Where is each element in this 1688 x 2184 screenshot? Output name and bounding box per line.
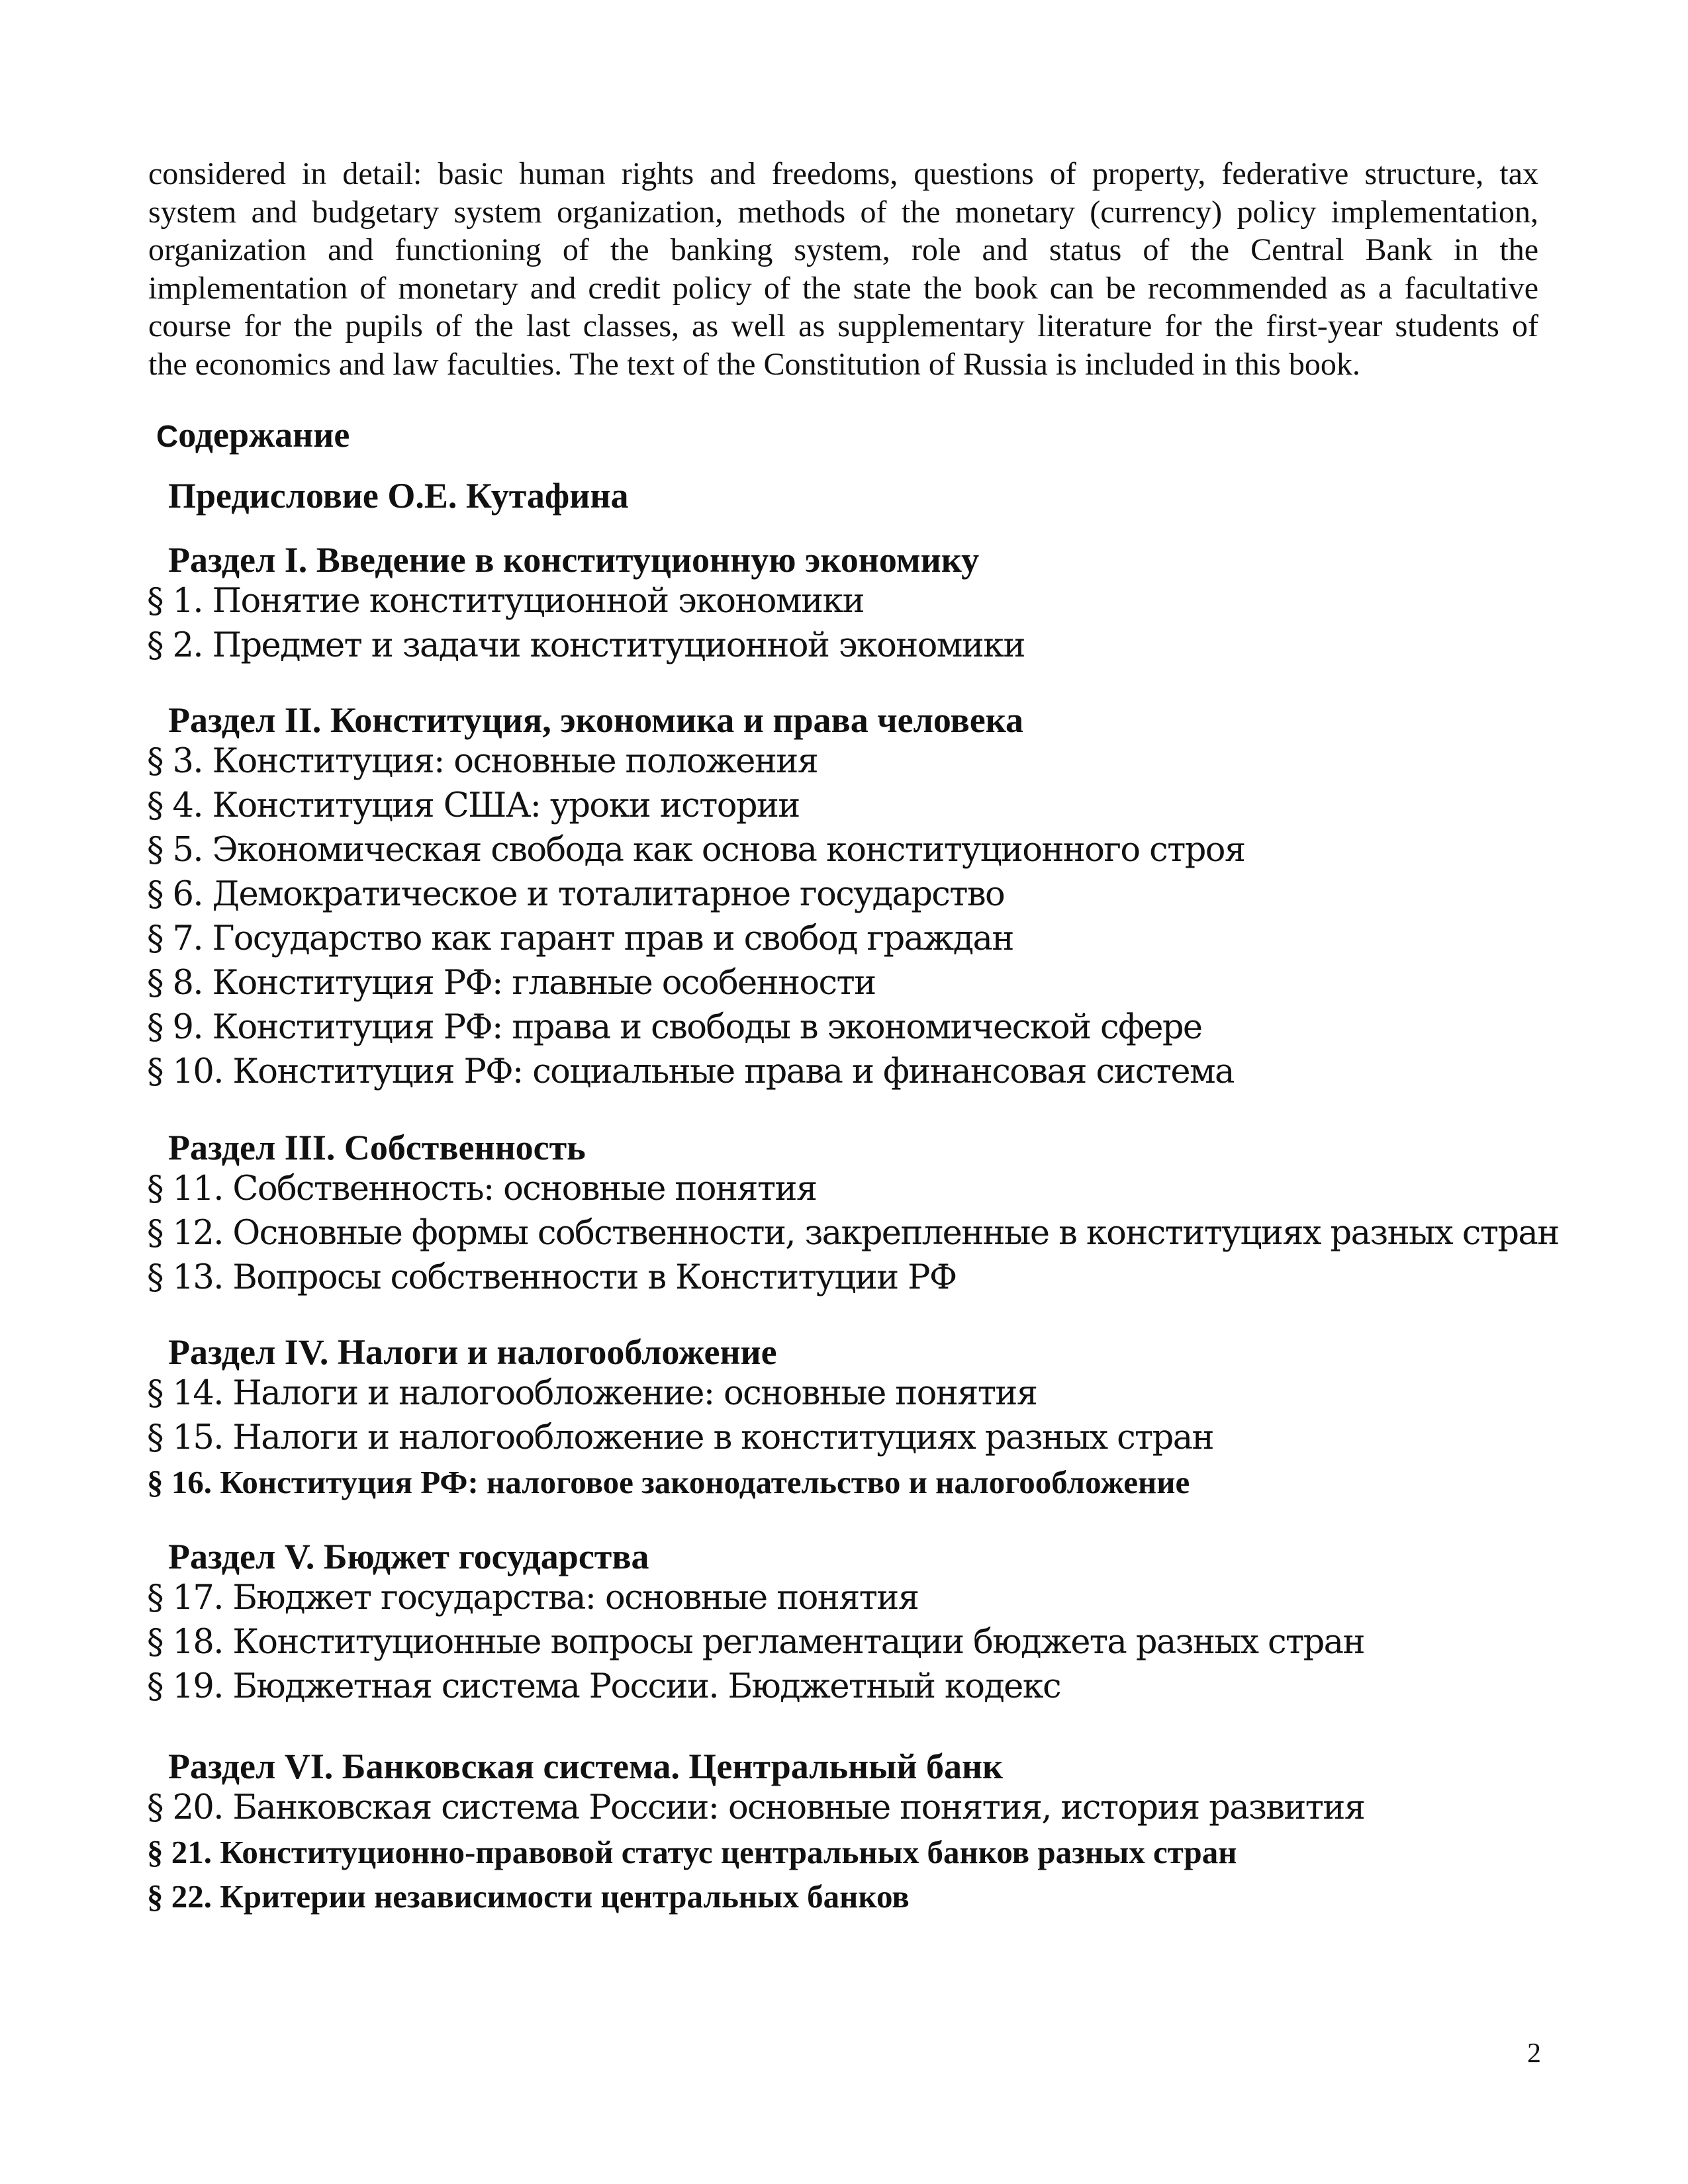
section-title: Раздел III. Собственность xyxy=(168,1128,586,1167)
section-items xyxy=(147,579,1603,668)
toc-item: § 8. Конституция РФ: главные особенности xyxy=(147,964,876,1003)
toc-item: § 14. Налоги и налогообложение: основные понятия xyxy=(147,1374,1037,1413)
section-items xyxy=(147,1576,1603,1709)
toc-section-5 xyxy=(147,1539,1603,1709)
toc-section-1 xyxy=(147,542,1603,668)
toc-heading-initial: С xyxy=(156,419,179,453)
toc-section-2 xyxy=(147,702,1603,1094)
toc-item: § 7. Государство как гарант прав и свобод граждан xyxy=(147,919,1013,958)
intro-line: implementation of monetary and credit policy of the state the book can be recommended as a facultative xyxy=(148,270,1538,306)
toc-item: § 2. Предмет и задачи конституционной экономики xyxy=(147,626,1025,665)
toc-item: § 19. Бюджетная система России. Бюджетный кодекс xyxy=(147,1667,1060,1706)
toc-item: § 10. Конституция РФ: социальные права и финансовая система xyxy=(147,1052,1234,1091)
toc-section-6 xyxy=(147,1749,1603,1919)
section-items xyxy=(147,1786,1603,1919)
toc-item: § 18. Конституционные вопросы регламентации бюджета разных стран xyxy=(147,1623,1364,1662)
toc-item: § 22. Критерии независимости центральных банков xyxy=(147,1878,910,1915)
toc-item: § 15. Налоги и налогообложение в конституциях разных стран xyxy=(147,1418,1213,1457)
section-title: Раздел IV. Налоги и налогообложение xyxy=(168,1332,777,1372)
toc-item: § 6. Демократическое и тоталитарное государство xyxy=(147,875,1005,914)
section-title: Раздел I. Введение в конституционную экономику xyxy=(168,540,980,580)
intro-line: course for the pupils of the last classes, as well as supplementary literature for the first-year students of xyxy=(148,308,1538,343)
toc-item: § 4. Конституция США: уроки истории xyxy=(147,786,800,825)
toc-item: § 5. Экономическая свобода как основа конституционного строя xyxy=(147,831,1245,870)
toc-item: § 11. Собственность: основные понятия xyxy=(147,1169,817,1208)
section-title: Раздел V. Бюджет государства xyxy=(168,1537,649,1576)
toc-item: § 20. Банковская система России: основные понятия, история развития xyxy=(147,1788,1365,1827)
section-items xyxy=(147,1167,1603,1300)
toc-item: § 17. Бюджет государства: основные понятия xyxy=(147,1578,919,1617)
toc-item: § 12. Основные формы собственности, закрепленные в конституциях разных стран xyxy=(147,1214,1559,1253)
table-of-contents xyxy=(147,478,1603,1919)
toc-section-4 xyxy=(147,1334,1603,1504)
section-title: Раздел II. Конституция, экономика и права человека xyxy=(168,700,1023,740)
section-title: Раздел VI. Банковская система. Центральный банк xyxy=(168,1747,1004,1786)
toc-section-3 xyxy=(147,1130,1603,1300)
page-number: 2 xyxy=(1527,2038,1541,2069)
toc-item: § 21. Конституционно-правовой статус центральных банков разных стран xyxy=(147,1834,1237,1870)
toc-item: § 9. Конституция РФ: права и свободы в экономической сфере xyxy=(147,1008,1202,1047)
intro-paragraph xyxy=(148,155,1538,383)
intro-line: system and budgetary system organization, methods of the monetary (currency) policy implementation, xyxy=(148,194,1538,230)
toc-preface: Предисловие О.Е. Кутафина xyxy=(168,476,629,516)
intro-line: considered in detail: basic human rights and freedoms, questions of property, federative structure, tax xyxy=(148,156,1538,191)
toc-item: § 3. Конституция: основные положения xyxy=(147,742,818,781)
toc-heading-rest: одержание xyxy=(178,415,350,455)
section-items xyxy=(147,1371,1603,1504)
toc-item: § 16. Конституция РФ: налоговое законодательство и налогообложение xyxy=(147,1464,1190,1500)
section-items xyxy=(147,739,1603,1094)
toc-heading xyxy=(156,417,350,453)
intro-line: organization and functioning of the banking system, role and status of the Central Bank in the xyxy=(148,232,1538,267)
toc-item: § 1. Понятие конституционной экономики xyxy=(147,582,865,621)
toc-item: § 13. Вопросы собственности в Конституции РФ xyxy=(147,1258,957,1297)
intro-line: the economics and law faculties. The text of the Constitution of Russia is included in this book. xyxy=(148,346,1360,382)
